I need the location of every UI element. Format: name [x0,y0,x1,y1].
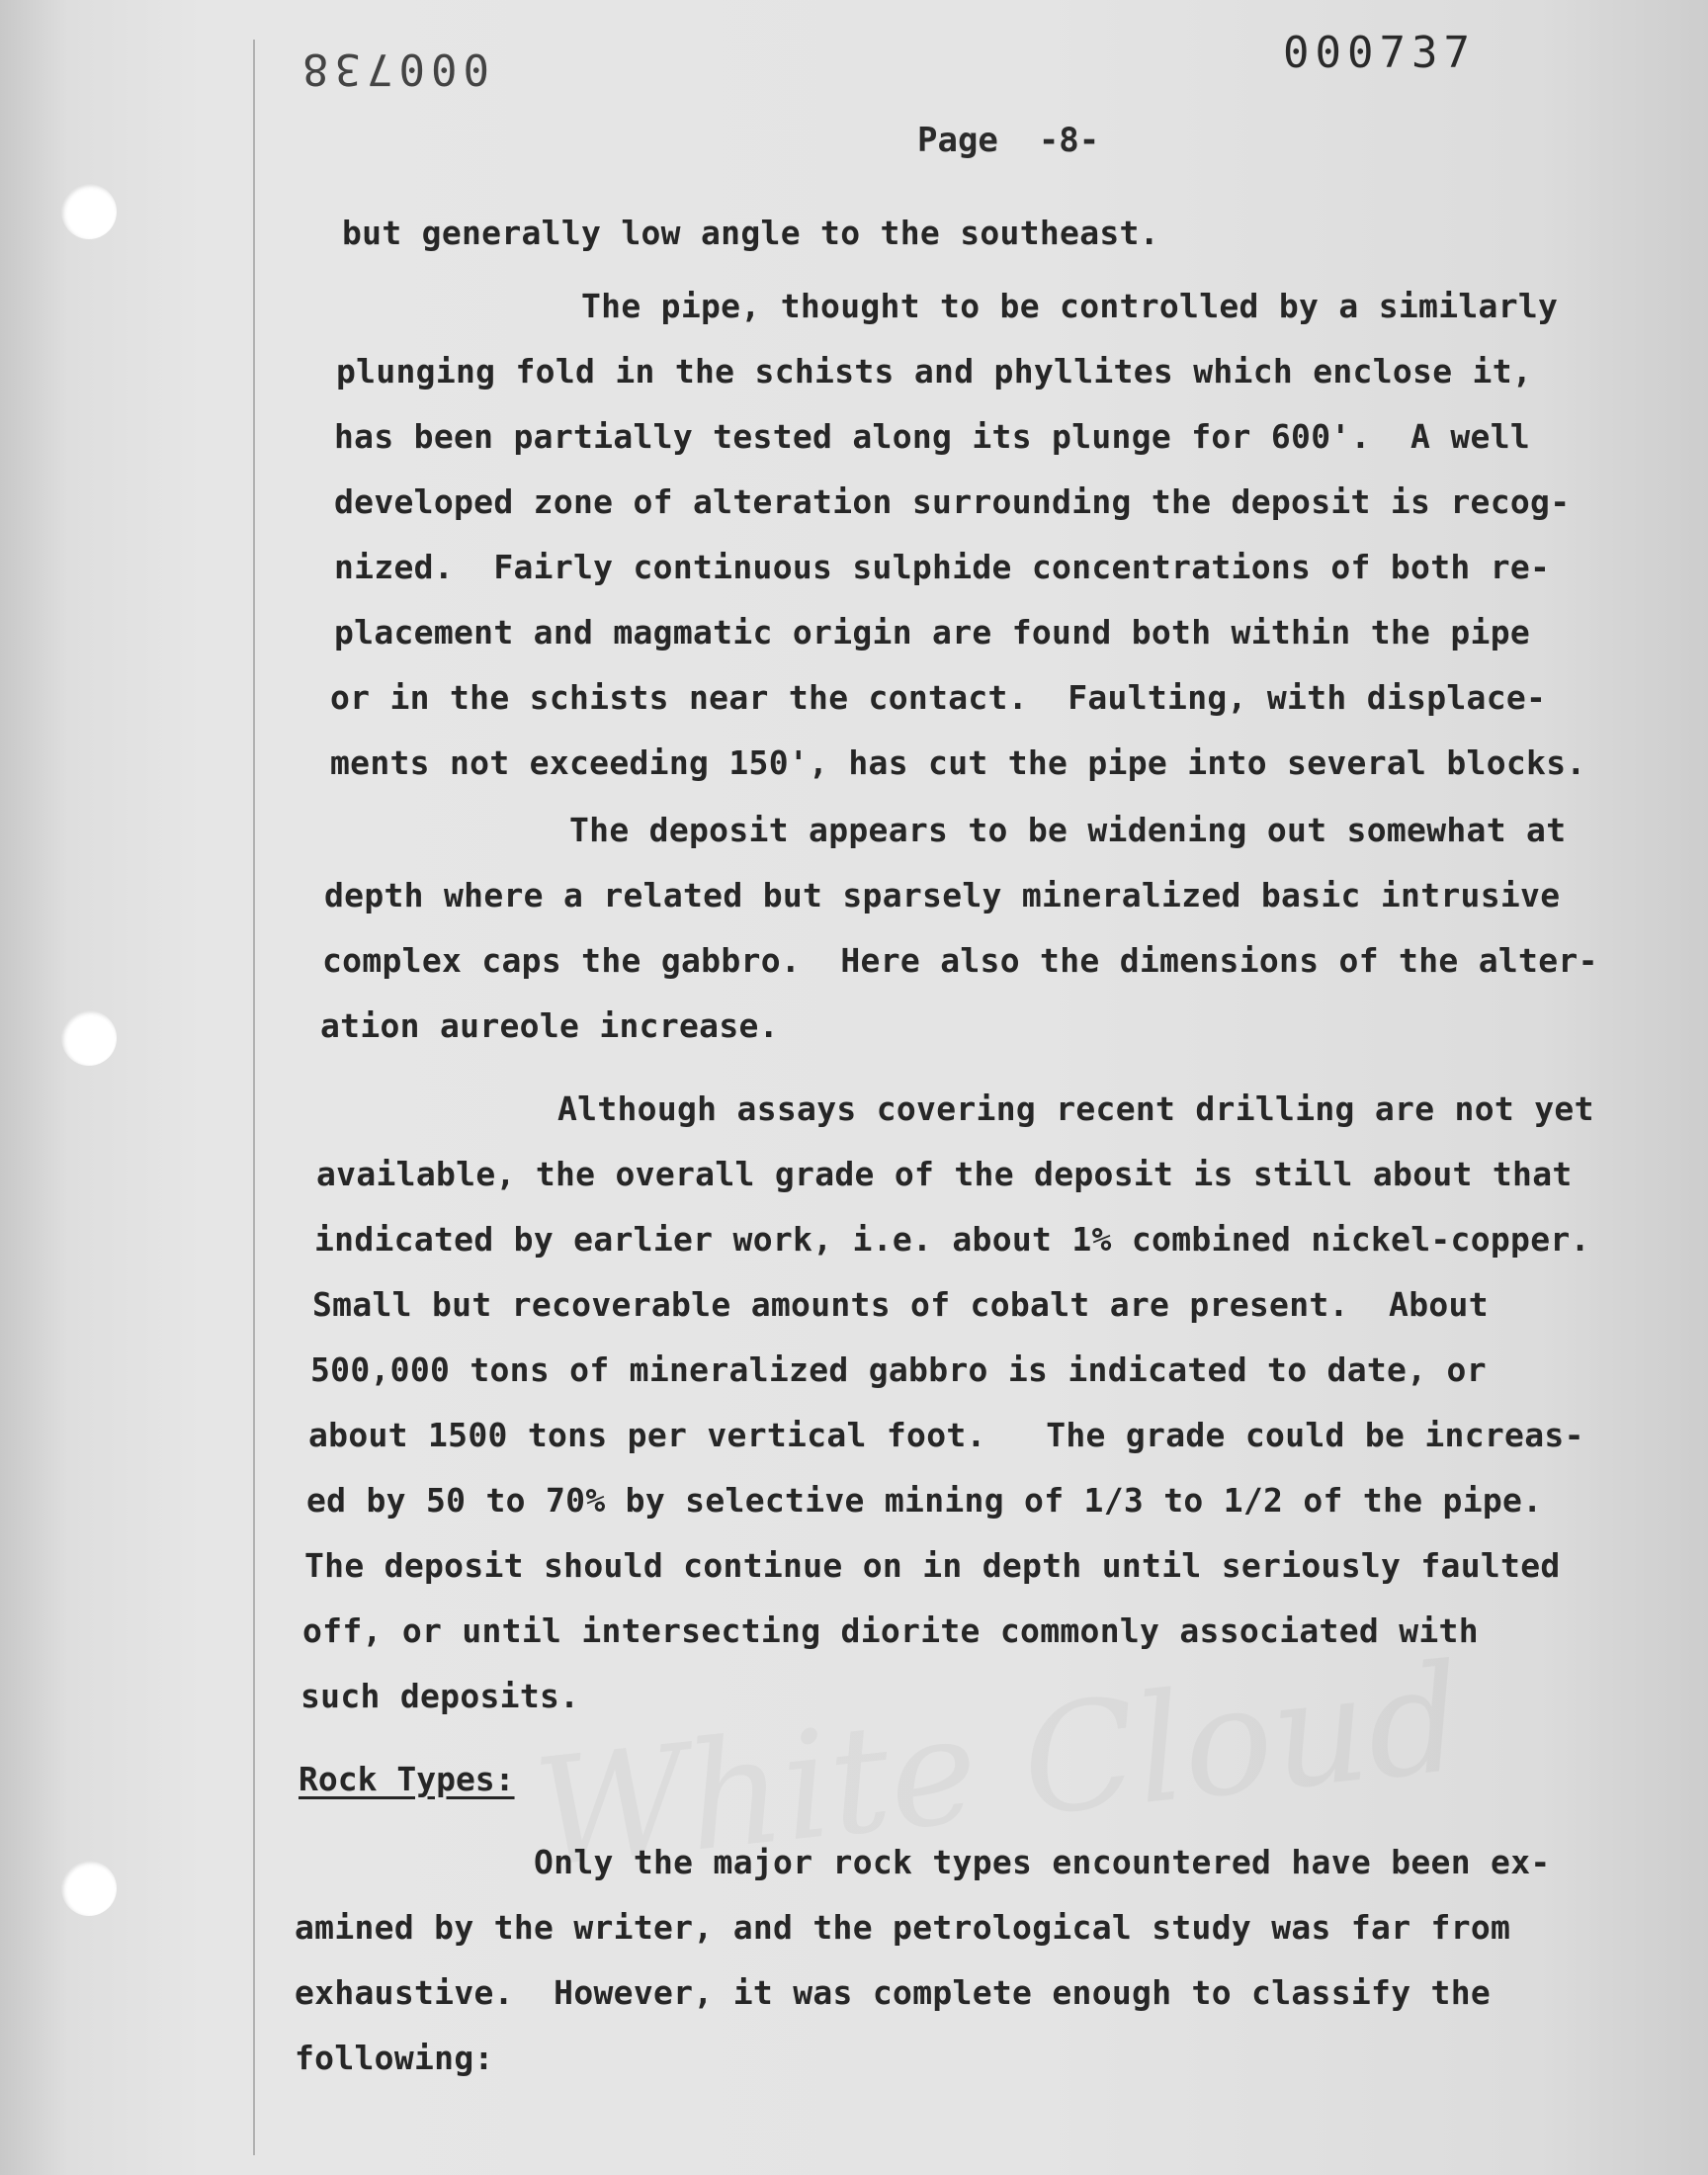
body-line: ation aureole increase. [320,1006,779,1045]
body-line: nized. Fairly continuous sulphide concentrations of both re- [334,548,1551,586]
bates-stamp-inverted: 000738 [297,44,489,94]
punch-hole-bottom [61,1861,117,1916]
body-line: ed by 50 to 70% by selective mining of 1/3 to 1/2 of the pipe. [306,1481,1543,1520]
body-line: plunging fold in the schists and phyllites which enclose it, [336,352,1533,391]
body-line: placement and magmatic origin are found both within the pipe [334,613,1531,652]
section-line: Only the major rock types encountered have been ex- [295,1843,1551,1881]
body-line: or in the schists near the contact. Faulting, with displace- [330,678,1547,717]
section-heading: Rock Types: [299,1760,515,1798]
body-line: but generally low angle to the southeast. [342,214,1159,252]
punch-hole-top [61,184,117,239]
body-line: The pipe, thought to be controlled by a similarly [342,287,1559,325]
body-line: such deposits. [300,1677,580,1715]
body-line: The deposit appears to be widening out somewhat at [330,811,1567,849]
section-line: following: [295,2039,494,2077]
body-line: about 1500 tons per vertical foot. The grade could be increas- [308,1416,1584,1454]
punch-hole-middle [61,1010,117,1066]
body-line: off, or until intersecting diorite commonly associated with [302,1611,1479,1650]
body-line: Although assays covering recent drilling are not yet [318,1089,1594,1128]
body-line: 500,000 tons of mineralized gabbro is indicated to date, or [310,1350,1487,1389]
body-line: developed zone of alteration surrounding the deposit is recog- [334,482,1571,521]
page-number: Page -8- [917,121,1100,160]
margin-rule [253,40,255,2155]
body-line: Small but recoverable amounts of cobalt are present. About [312,1285,1489,1324]
body-line: The deposit should continue on in depth until seriously faulted [304,1546,1561,1585]
body-line: indicated by earlier work, i.e. about 1% combined nickel-copper. [314,1220,1590,1259]
bates-stamp: 000737 [1283,28,1476,78]
section-line: amined by the writer, and the petrological study was far from [295,1908,1511,1947]
body-line: has been partially tested along its plunge for 600'. A well [334,417,1531,456]
body-line: depth where a related but sparsely mineralized basic intrusive [324,876,1561,914]
body-line: ments not exceeding 150', has cut the pipe into several blocks. [330,743,1586,782]
body-line: complex caps the gabbro. Here also the dimensions of the alter- [322,941,1598,980]
section-line: exhaustive. However, it was complete enough to classify the [295,1973,1492,2012]
body-line: available, the overall grade of the deposit is still about that [316,1155,1573,1193]
